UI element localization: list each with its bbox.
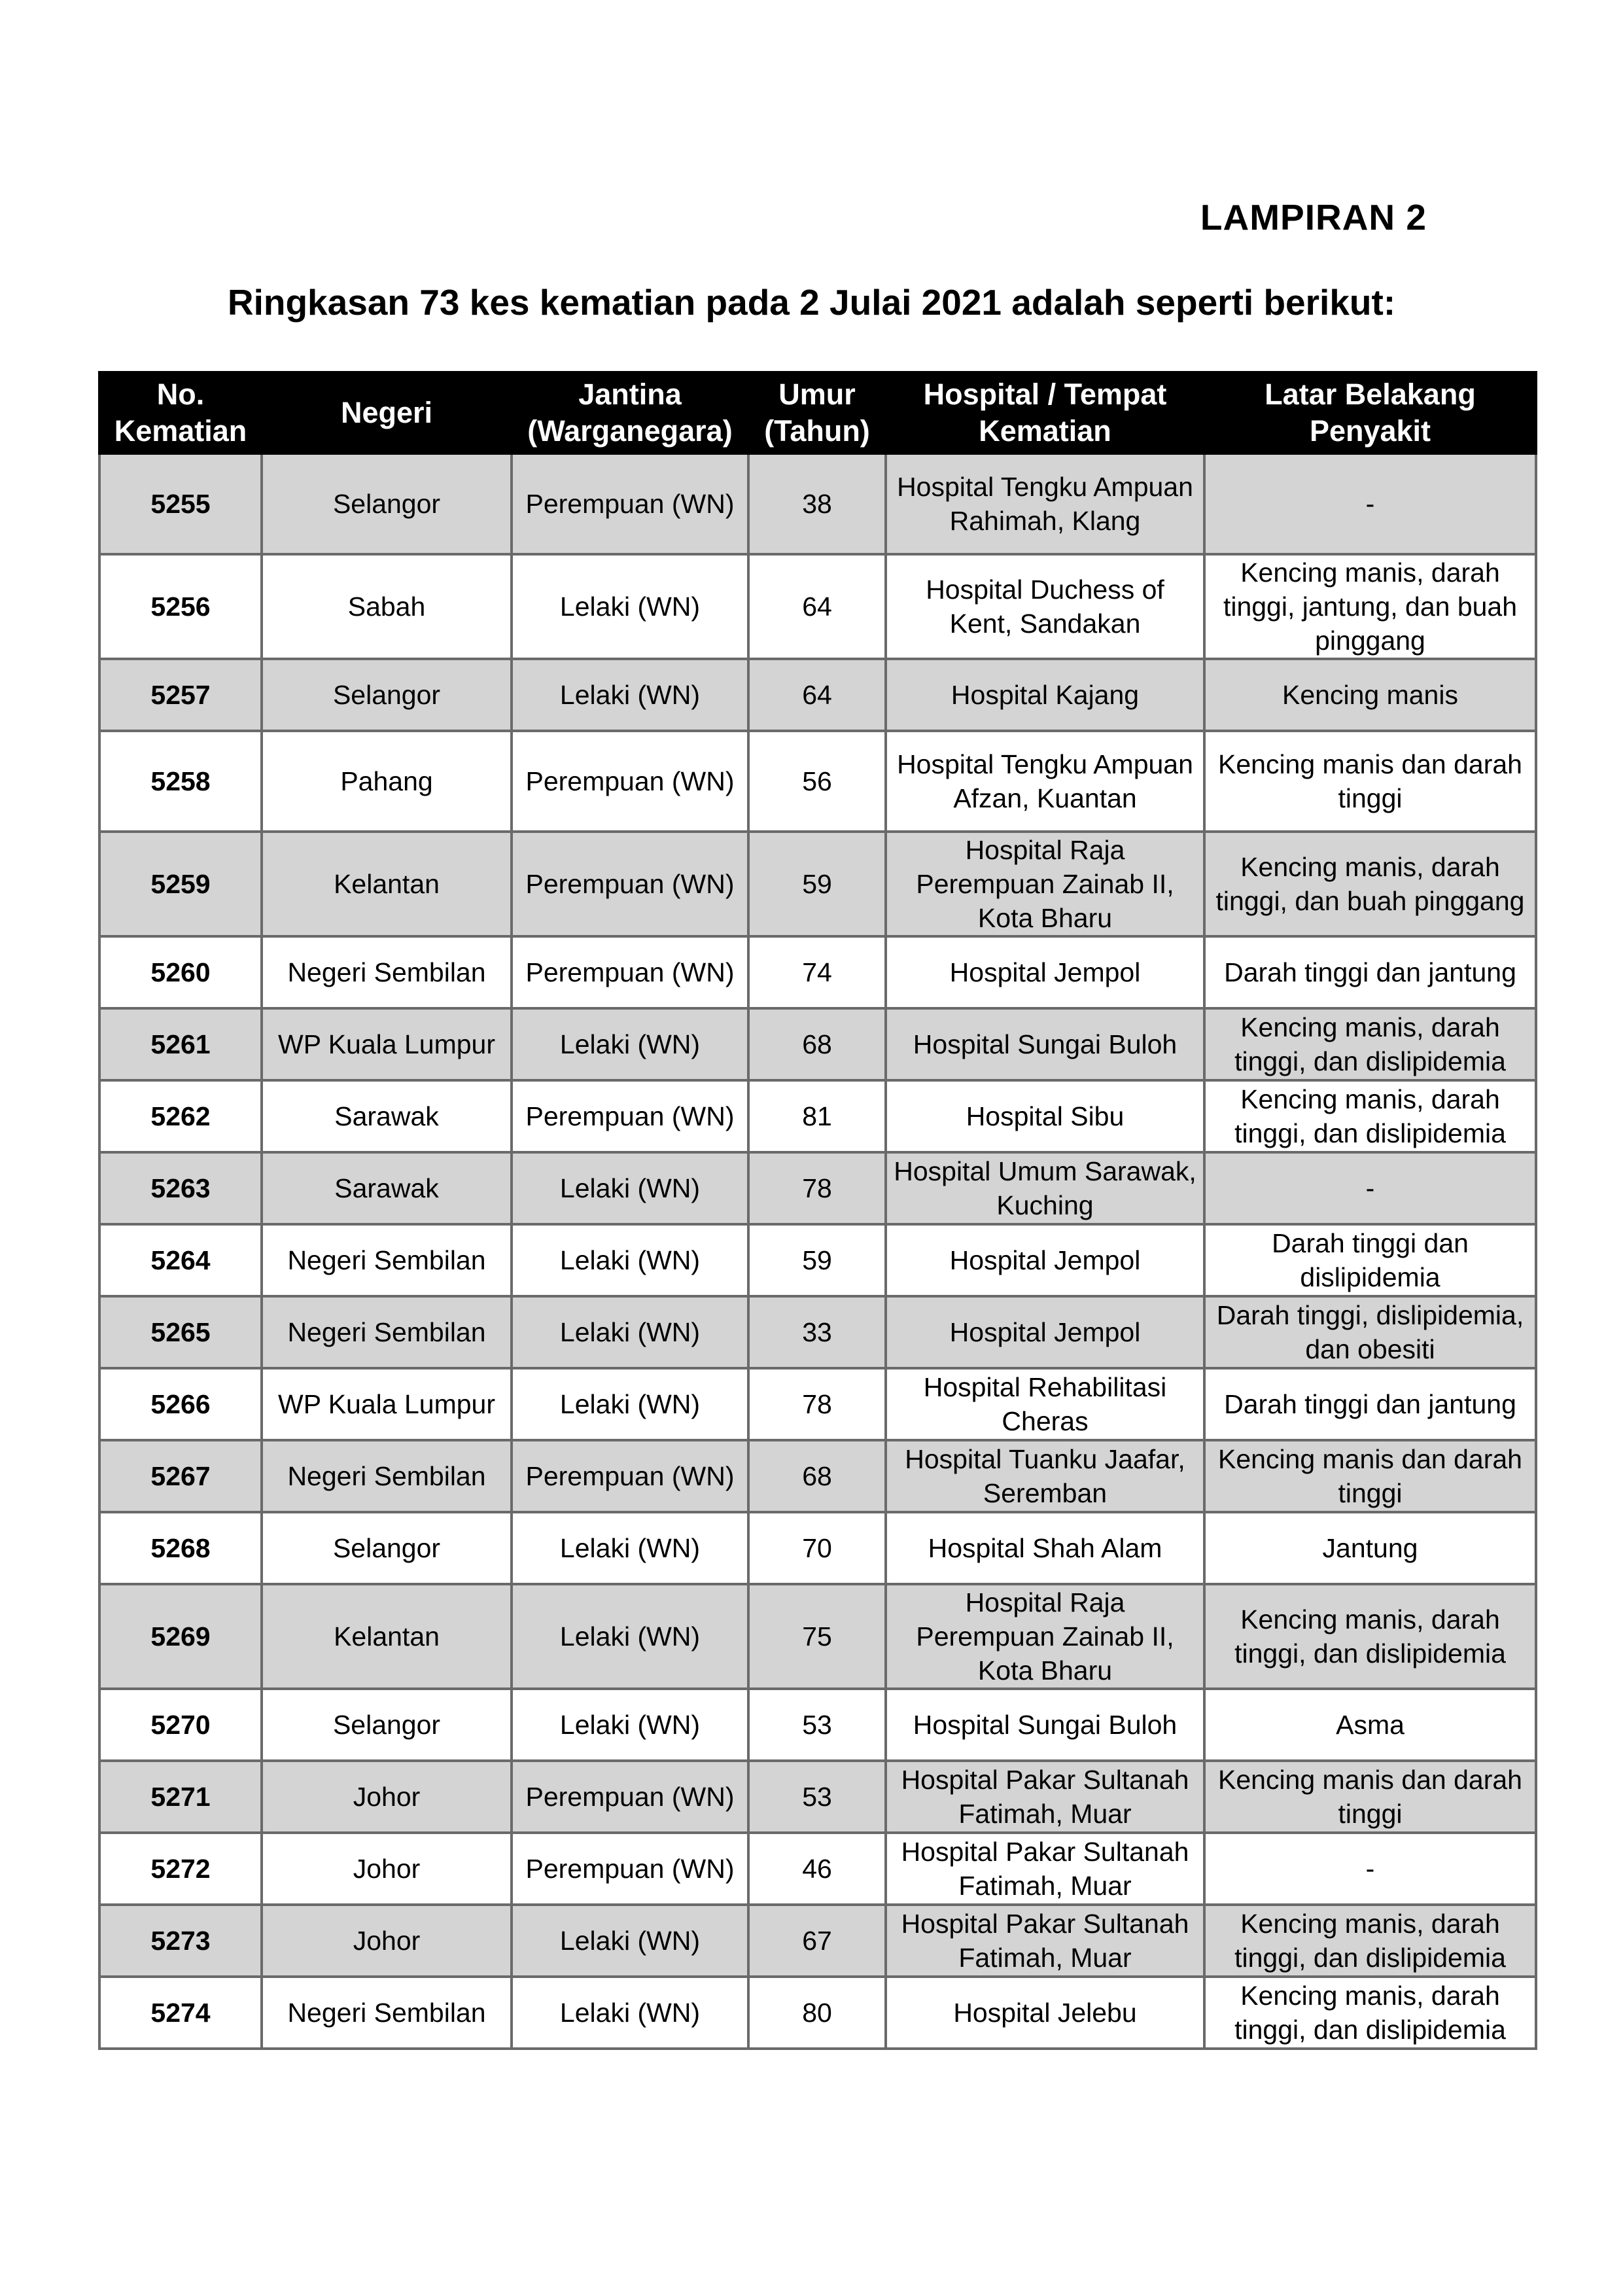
- header-hospital: Hospital / Tempat Kematian: [886, 372, 1204, 453]
- cell-hospital: Hospital Pakar Sultanah Fatimah, Muar: [886, 1833, 1204, 1905]
- cell-gender: Perempuan (WN): [512, 832, 748, 936]
- cell-gender: Lelaki (WN): [512, 554, 748, 659]
- header-age: Umur (Tahun): [748, 372, 886, 453]
- cell-state: Selangor: [262, 1512, 512, 1584]
- header-no: No. Kematian: [99, 372, 262, 453]
- cell-no: 5273: [99, 1905, 262, 1977]
- cell-gender: Lelaki (WN): [512, 1296, 748, 1368]
- cell-background: Darah tinggi, dislipidemia, dan obesiti: [1204, 1296, 1536, 1368]
- table-row: [99, 1440, 1536, 1512]
- deaths-table: [98, 371, 1537, 2050]
- cell-state: Sarawak: [262, 1080, 512, 1152]
- table-row: [99, 1833, 1536, 1905]
- table-row: [99, 936, 1536, 1008]
- cell-no: 5260: [99, 936, 262, 1008]
- cell-no: 5265: [99, 1296, 262, 1368]
- table-row: [99, 1584, 1536, 1689]
- cell-state: Kelantan: [262, 832, 512, 936]
- cell-state: WP Kuala Lumpur: [262, 1368, 512, 1440]
- table-row: [99, 1296, 1536, 1368]
- cell-gender: Lelaki (WN): [512, 1368, 748, 1440]
- cell-gender: Perempuan (WN): [512, 1761, 748, 1833]
- cell-age: 53: [748, 1761, 886, 1833]
- table-row: [99, 1008, 1536, 1080]
- table-row: [99, 1905, 1536, 1977]
- cell-no: 5261: [99, 1008, 262, 1080]
- table-row: [99, 554, 1536, 659]
- cell-age: 56: [748, 731, 886, 832]
- cell-state: Negeri Sembilan: [262, 936, 512, 1008]
- cell-hospital: Hospital Pakar Sultanah Fatimah, Muar: [886, 1761, 1204, 1833]
- cell-hospital: Hospital Kajang: [886, 659, 1204, 731]
- cell-gender: Perempuan (WN): [512, 453, 748, 554]
- cell-hospital: Hospital Jelebu: [886, 1977, 1204, 2049]
- cell-background: Kencing manis, darah tinggi, dan dislipidemia: [1204, 1008, 1536, 1080]
- cell-age: 59: [748, 1224, 886, 1296]
- cell-state: Sabah: [262, 554, 512, 659]
- table-row: [99, 1512, 1536, 1584]
- cell-background: Kencing manis: [1204, 659, 1536, 731]
- cell-no: 5266: [99, 1368, 262, 1440]
- cell-no: 5256: [99, 554, 262, 659]
- cell-background: -: [1204, 453, 1536, 554]
- cell-no: 5267: [99, 1440, 262, 1512]
- cell-age: 70: [748, 1512, 886, 1584]
- cell-age: 33: [748, 1296, 886, 1368]
- table-body: [99, 453, 1536, 2049]
- header-state: Negeri: [262, 372, 512, 453]
- cell-gender: Perempuan (WN): [512, 936, 748, 1008]
- cell-no: 5259: [99, 832, 262, 936]
- cell-hospital: Hospital Sungai Buloh: [886, 1689, 1204, 1761]
- cell-no: 5264: [99, 1224, 262, 1296]
- cell-no: 5257: [99, 659, 262, 731]
- table-row: [99, 1368, 1536, 1440]
- cell-no: 5272: [99, 1833, 262, 1905]
- cell-gender: Lelaki (WN): [512, 1905, 748, 1977]
- cell-age: 64: [748, 659, 886, 731]
- cell-age: 64: [748, 554, 886, 659]
- table-row: [99, 731, 1536, 832]
- cell-gender: Lelaki (WN): [512, 1008, 748, 1080]
- cell-no: 5255: [99, 453, 262, 554]
- cell-age: 68: [748, 1008, 886, 1080]
- cell-background: Kencing manis, darah tinggi, dan dislipidemia: [1204, 1080, 1536, 1152]
- cell-gender: Lelaki (WN): [512, 1584, 748, 1689]
- cell-hospital: Hospital Duchess of Kent, Sandakan: [886, 554, 1204, 659]
- cell-gender: Lelaki (WN): [512, 659, 748, 731]
- header-gender: Jantina (Warganegara): [512, 372, 748, 453]
- cell-state: Negeri Sembilan: [262, 1224, 512, 1296]
- cell-no: 5262: [99, 1080, 262, 1152]
- cell-hospital: Hospital Sibu: [886, 1080, 1204, 1152]
- table-row: [99, 1977, 1536, 2049]
- cell-hospital: Hospital Tuanku Jaafar, Seremban: [886, 1440, 1204, 1512]
- cell-hospital: Hospital Sungai Buloh: [886, 1008, 1204, 1080]
- cell-state: Johor: [262, 1761, 512, 1833]
- cell-age: 80: [748, 1977, 886, 2049]
- cell-gender: Perempuan (WN): [512, 1440, 748, 1512]
- cell-background: Kencing manis, darah tinggi, dan dislipidemia: [1204, 1584, 1536, 1689]
- cell-background: Kencing manis dan darah tinggi: [1204, 731, 1536, 832]
- cell-state: WP Kuala Lumpur: [262, 1008, 512, 1080]
- table-row: [99, 1224, 1536, 1296]
- cell-no: 5274: [99, 1977, 262, 2049]
- cell-no: 5268: [99, 1512, 262, 1584]
- cell-age: 81: [748, 1080, 886, 1152]
- cell-age: 38: [748, 453, 886, 554]
- cell-gender: Lelaki (WN): [512, 1512, 748, 1584]
- table-row: [99, 1152, 1536, 1224]
- cell-hospital: Hospital Shah Alam: [886, 1512, 1204, 1584]
- cell-state: Selangor: [262, 453, 512, 554]
- table-row: [99, 1080, 1536, 1152]
- cell-hospital: Hospital Tengku Ampuan Afzan, Kuantan: [886, 731, 1204, 832]
- cell-hospital: Hospital Raja Perempuan Zainab II, Kota Bharu: [886, 832, 1204, 936]
- cell-background: Kencing manis dan darah tinggi: [1204, 1761, 1536, 1833]
- cell-background: Asma: [1204, 1689, 1536, 1761]
- cell-age: 67: [748, 1905, 886, 1977]
- table-header-row: [99, 372, 1536, 453]
- cell-hospital: Hospital Rehabilitasi Cheras: [886, 1368, 1204, 1440]
- cell-gender: Perempuan (WN): [512, 731, 748, 832]
- cell-background: Kencing manis, darah tinggi, dan dislipidemia: [1204, 1905, 1536, 1977]
- cell-hospital: Hospital Tengku Ampuan Rahimah, Klang: [886, 453, 1204, 554]
- cell-state: Pahang: [262, 731, 512, 832]
- cell-background: Darah tinggi dan dislipidemia: [1204, 1224, 1536, 1296]
- header-background: Latar Belakang Penyakit: [1204, 372, 1536, 453]
- cell-state: Kelantan: [262, 1584, 512, 1689]
- cell-background: Kencing manis, darah tinggi, jantung, dan buah pinggang: [1204, 554, 1536, 659]
- cell-state: Johor: [262, 1833, 512, 1905]
- cell-state: Negeri Sembilan: [262, 1296, 512, 1368]
- cell-age: 75: [748, 1584, 886, 1689]
- cell-background: Kencing manis dan darah tinggi: [1204, 1440, 1536, 1512]
- cell-state: Selangor: [262, 659, 512, 731]
- cell-no: 5263: [99, 1152, 262, 1224]
- cell-state: Selangor: [262, 1689, 512, 1761]
- cell-age: 46: [748, 1833, 886, 1905]
- cell-state: Sarawak: [262, 1152, 512, 1224]
- cell-age: 53: [748, 1689, 886, 1761]
- cell-hospital: Hospital Jempol: [886, 936, 1204, 1008]
- cell-age: 78: [748, 1368, 886, 1440]
- cell-state: Johor: [262, 1905, 512, 1977]
- cell-gender: Lelaki (WN): [512, 1152, 748, 1224]
- cell-hospital: Hospital Jempol: [886, 1296, 1204, 1368]
- cell-hospital: Hospital Umum Sarawak, Kuching: [886, 1152, 1204, 1224]
- cell-hospital: Hospital Raja Perempuan Zainab II, Kota Bharu: [886, 1584, 1204, 1689]
- page-title: Ringkasan 73 kes kematian pada 2 Julai 2021 adalah seperti berikut:: [227, 282, 1396, 323]
- cell-gender: Lelaki (WN): [512, 1977, 748, 2049]
- cell-no: 5270: [99, 1689, 262, 1761]
- cell-gender: Lelaki (WN): [512, 1224, 748, 1296]
- cell-background: -: [1204, 1152, 1536, 1224]
- cell-age: 68: [748, 1440, 886, 1512]
- cell-gender: Perempuan (WN): [512, 1833, 748, 1905]
- cell-no: 5271: [99, 1761, 262, 1833]
- cell-no: 5269: [99, 1584, 262, 1689]
- cell-hospital: Hospital Jempol: [886, 1224, 1204, 1296]
- cell-background: Jantung: [1204, 1512, 1536, 1584]
- cell-hospital: Hospital Pakar Sultanah Fatimah, Muar: [886, 1905, 1204, 1977]
- cell-background: -: [1204, 1833, 1536, 1905]
- cell-age: 59: [748, 832, 886, 936]
- annex-label: LAMPIRAN 2: [1200, 197, 1427, 238]
- cell-background: Darah tinggi dan jantung: [1204, 1368, 1536, 1440]
- table-row: [99, 453, 1536, 554]
- table-row: [99, 1761, 1536, 1833]
- table-row: [99, 832, 1536, 936]
- cell-age: 74: [748, 936, 886, 1008]
- cell-background: Kencing manis, darah tinggi, dan dislipidemia: [1204, 1977, 1536, 2049]
- cell-state: Negeri Sembilan: [262, 1440, 512, 1512]
- cell-state: Negeri Sembilan: [262, 1977, 512, 2049]
- table-row: [99, 1689, 1536, 1761]
- cell-background: Darah tinggi dan jantung: [1204, 936, 1536, 1008]
- cell-no: 5258: [99, 731, 262, 832]
- cell-background: Kencing manis, darah tinggi, dan buah pinggang: [1204, 832, 1536, 936]
- cell-gender: Lelaki (WN): [512, 1689, 748, 1761]
- table-row: [99, 659, 1536, 731]
- cell-age: 78: [748, 1152, 886, 1224]
- cell-gender: Perempuan (WN): [512, 1080, 748, 1152]
